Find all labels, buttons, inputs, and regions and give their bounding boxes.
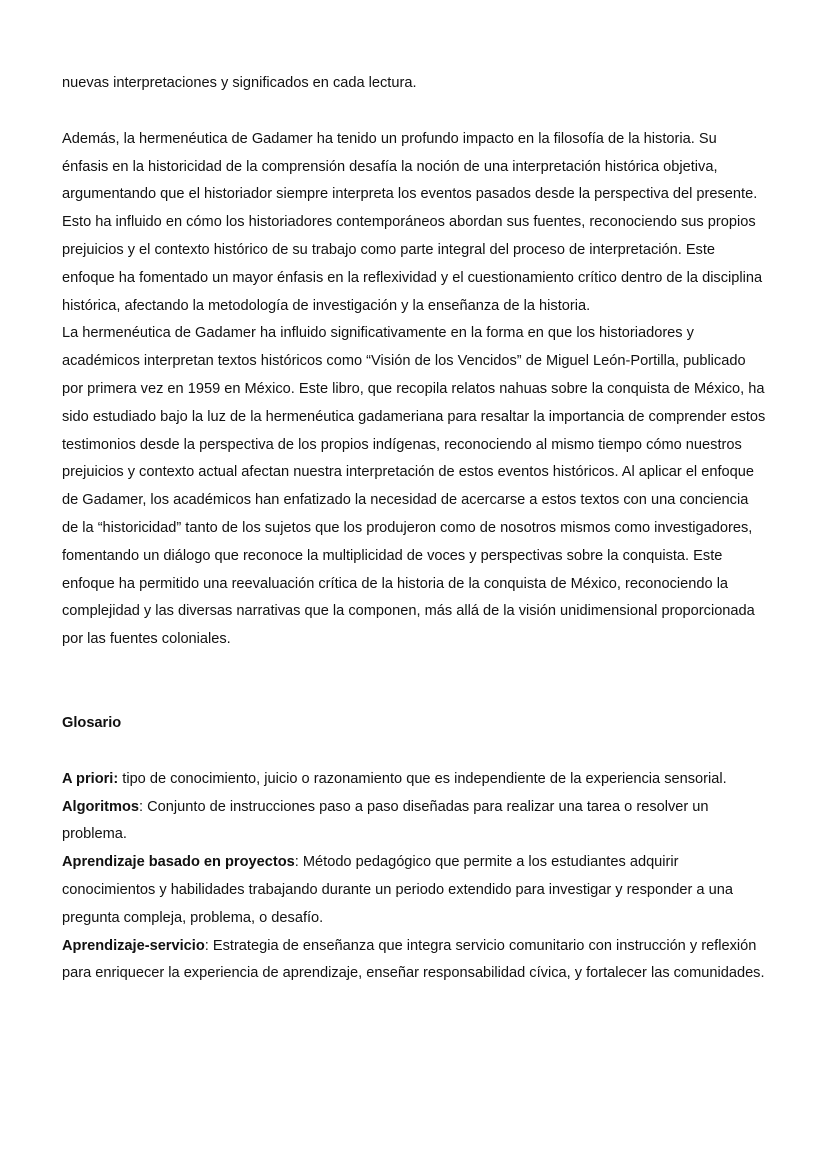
glossary-entry-algoritmos xyxy=(62,794,766,850)
glossary-entry-a-priori xyxy=(62,766,766,794)
document-page xyxy=(62,70,766,988)
paragraph-spacer xyxy=(62,98,766,126)
paragraph-historia: Además, la hermenéutica de Gadamer ha tenido un profundo impacto en la filosofía de la historia. Su énfasis en la historicidad de la comprensión desafía la noción de una interpretación histórica objetiva, argumentando que el historiador siempre interpreta los eventos pasados desde la perspectiva del presente. Esto ha influido en cómo los historiadores contemporáneos abordan sus fuentes, reconociendo sus propios prejuicios y el contexto histórico de su trabajo como parte integral del proceso de interpretación. Este enfoque ha fomentado un mayor énfasis en la reflexividad y el cuestionamiento crítico dentro de la disciplina histórica, afectando la metodología de investigación y la enseñanza de la historia. xyxy=(62,130,763,314)
glossary-term: Aprendizaje basado en proyectos xyxy=(62,854,295,871)
glossary-heading: Glosario xyxy=(62,714,122,731)
glossary-definition: : Método pedagógico que permite a los estudiantes adquirir conocimientos y habilidades trabajando durante un periodo extendido para investigar y responder a una pregunta compleja, problema, o desafío. xyxy=(62,854,733,926)
heading-spacer xyxy=(62,738,766,766)
glossary-term: A priori: xyxy=(62,770,119,787)
section-spacer xyxy=(62,654,766,710)
paragraph-vision-vencidos: La hermenéutica de Gadamer ha influido significativamente en la forma en que los historiadores y académicos interpretan textos históricos como “Visión de los Vencidos” de Miguel León-Portilla, publicado por primera vez en 1959 en México. Este libro, que recopila relatos nahuas sobre la conquista de México, ha sido estudiado bajo la luz de la hermenéutica gadameriana para resaltar la importancia de comprender estos testimonios desde la perspectiva de los propios indígenas, reconociendo al mismo tiempo cómo nuestros prejuicios y contexto actual afectan nuestra interpretación de estos eventos históricos. Al aplicar el enfoque de Gadamer, los académicos han enfatizado la necesidad de acercarse a estos textos con una conciencia de la “historicidad” tanto de los sujetos que los produjeron como de nosotros mismos como investigadores, fomentando un diálogo que reconoce la multiplicidad de voces y perspectivas sobre la conquista. Este enfoque ha permitido una reevaluación crítica de la historia de la conquista de México, reconociendo la complejidad y las diversas narrativas que la componen, más allá de la visión unidimensional proporcionada por las fuentes coloniales. xyxy=(62,325,766,648)
glossary-entry-aprendizaje-proyectos xyxy=(62,849,766,932)
glossary-definition: : Estrategia de enseñanza que integra servicio comunitario con instrucción y reflexión para enriquecer la experiencia de aprendizaje, enseñar responsabilidad cívica, y fortalecer las comunidades. xyxy=(62,937,765,982)
glossary-term: Aprendizaje-servicio xyxy=(62,937,205,954)
glossary-term: Algoritmos xyxy=(62,798,140,815)
glossary-definition: : Conjunto de instrucciones paso a paso diseñadas para realizar una tarea o resolver un problema. xyxy=(62,798,709,843)
glossary-definition: tipo de conocimiento, juicio o razonamiento que es independiente de la experiencia sensorial. xyxy=(118,770,727,787)
glossary-entry-aprendizaje-servicio xyxy=(62,933,766,989)
paragraph-continuation: nuevas interpretaciones y significados en cada lectura. xyxy=(62,75,417,91)
